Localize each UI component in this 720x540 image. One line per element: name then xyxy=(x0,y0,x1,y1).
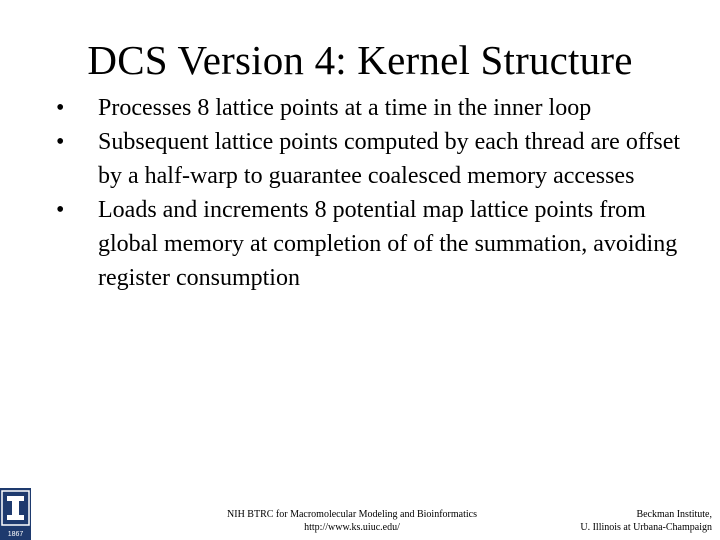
illinois-logo-icon xyxy=(0,488,31,540)
footer-university: U. Illinois at Urbana-Champaign xyxy=(580,522,712,533)
bullet-text: Processes 8 lattice points at a time in the inner loop xyxy=(98,95,592,121)
bullet-list xyxy=(56,91,696,295)
footer-right xyxy=(452,508,712,534)
bullet-item xyxy=(56,125,696,193)
bullet-item xyxy=(56,193,696,295)
footer-center xyxy=(212,508,492,534)
bullet-item xyxy=(56,91,696,125)
footer-institute: Beckman Institute, xyxy=(636,509,712,520)
slide-title: DCS Version 4: Kernel Structure xyxy=(87,37,633,83)
bullet-marker: • xyxy=(56,197,65,223)
bullet-text: Subsequent lattice points computed by each thread are offset by a half-warp to guarantee coalesced memory accesses xyxy=(98,129,681,189)
bullet-text: Loads and increments 8 potential map lattice points from global memory at completion of of the summation, avoiding register consumption xyxy=(98,197,678,291)
footer-org: NIH BTRC for Macromolecular Modeling and Bioinformatics xyxy=(227,509,477,520)
bullet-marker: • xyxy=(56,95,65,121)
footer-url-link[interactable]: http://www.ks.uiuc.edu/ xyxy=(304,522,400,533)
bullet-marker: • xyxy=(56,129,65,155)
logo-year: 1867 xyxy=(7,531,24,538)
